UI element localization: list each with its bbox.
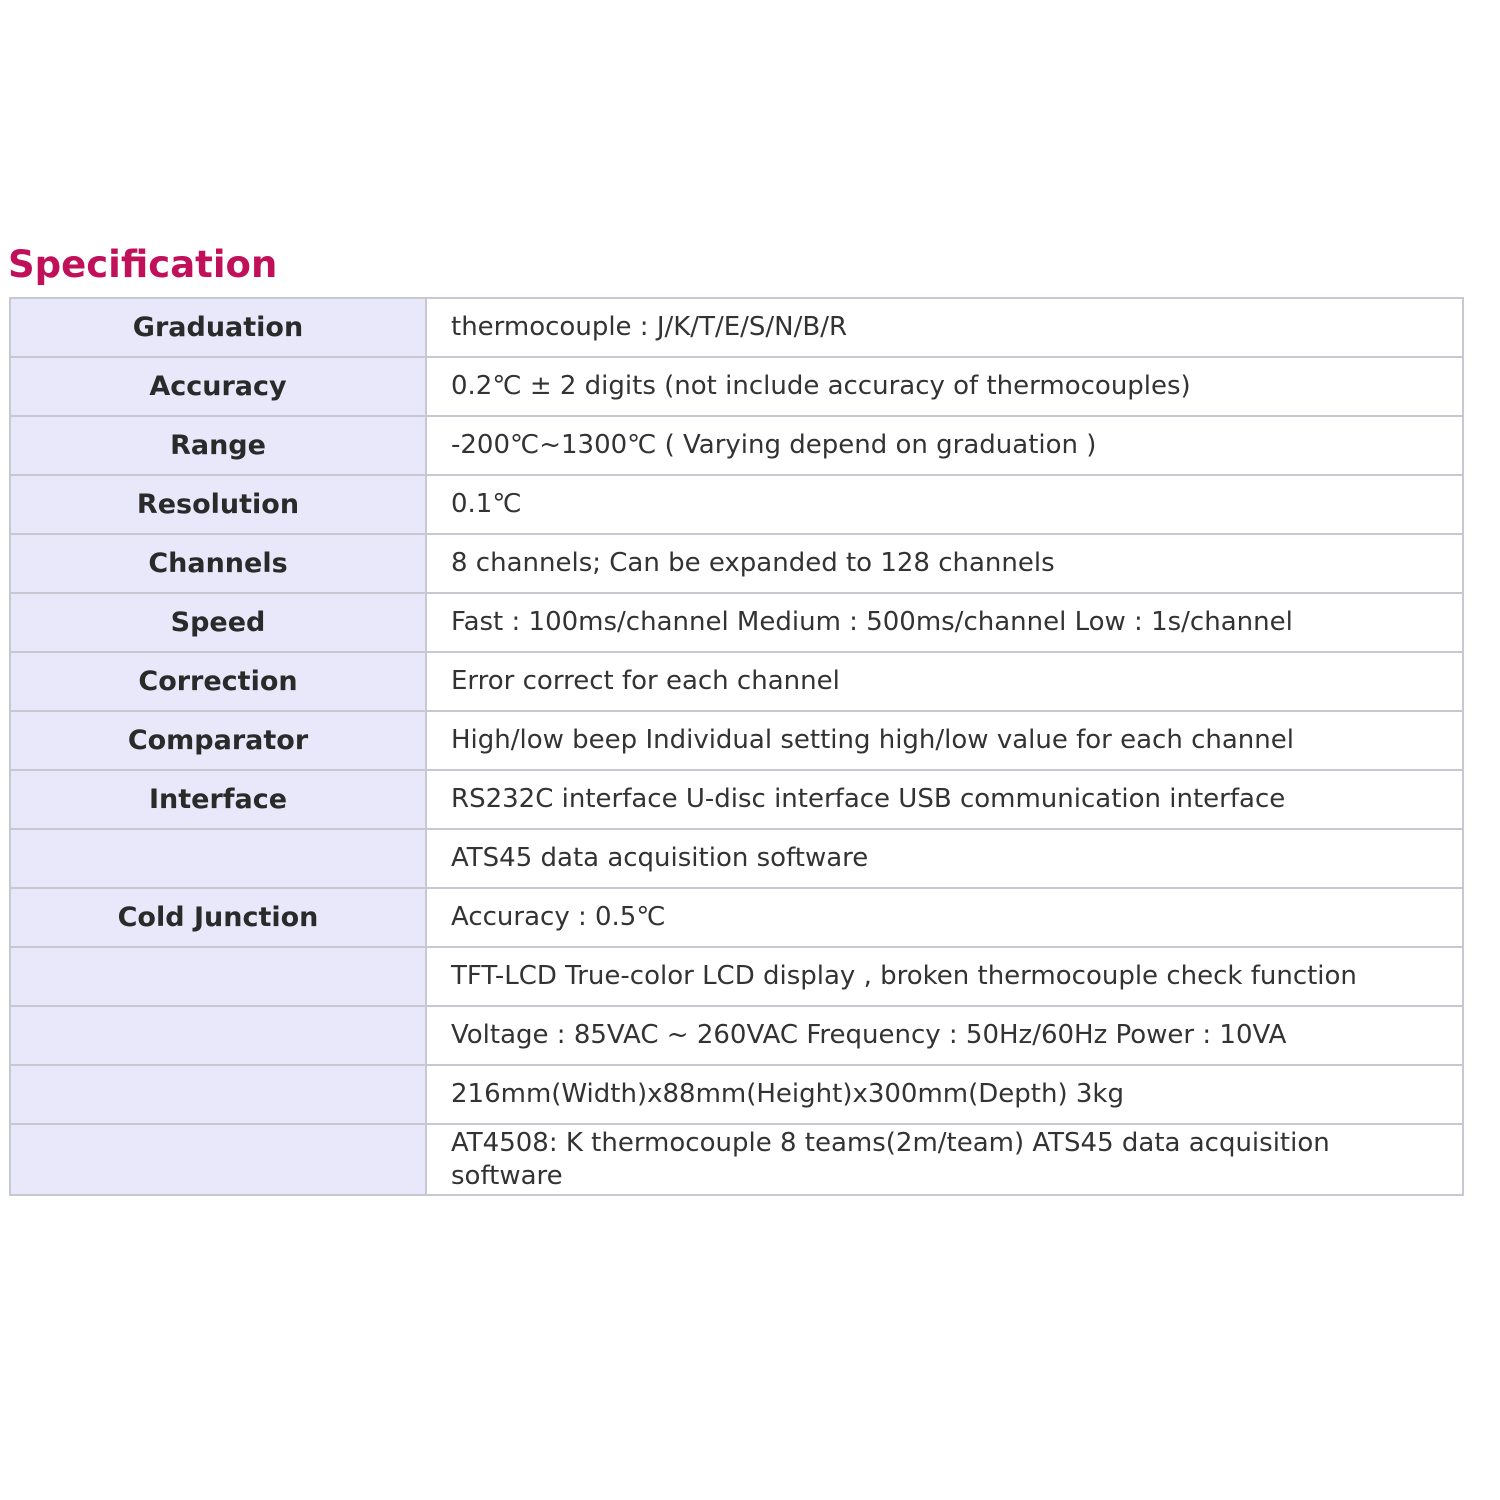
spec-label: Comparator [10,711,426,770]
spec-value: -200℃~1300℃ ( Varying depend on graduation ) [426,416,1463,475]
spec-label [10,1065,426,1124]
table-row [10,534,1463,593]
table-row [10,1006,1463,1065]
table-row [10,711,1463,770]
spec-label: Resolution [10,475,426,534]
spec-label: Accuracy [10,357,426,416]
table-row [10,475,1463,534]
table-row [10,829,1463,888]
spec-label: Cold Junction [10,888,426,947]
spec-value: Fast : 100ms/channel Medium : 500ms/channel Low : 1s/channel [426,593,1463,652]
table-row [10,888,1463,947]
spec-value: RS232C interface U-disc interface USB communication interface [426,770,1463,829]
spec-value: Error correct for each channel [426,652,1463,711]
spec-value: 0.2℃ ± 2 digits (not include accuracy of thermocouples) [426,357,1463,416]
spec-label: Channels [10,534,426,593]
table-row [10,652,1463,711]
spec-value: 8 channels; Can be expanded to 128 channels [426,534,1463,593]
table-row [10,357,1463,416]
spec-value: 216mm(Width)x88mm(Height)x300mm(Depth) 3kg [426,1065,1463,1124]
spec-label: Correction [10,652,426,711]
spec-label [10,1006,426,1065]
spec-value: Voltage : 85VAC ~ 260VAC Frequency : 50Hz/60Hz Power : 10VA [426,1006,1463,1065]
spec-value: Accuracy : 0.5℃ [426,888,1463,947]
table-row [10,947,1463,1006]
specification-table [9,297,1464,1196]
spec-label: Graduation [10,298,426,357]
spec-value: AT4508: K thermocouple 8 teams(2m/team) ATS45 data acquisition software [426,1124,1463,1195]
page-title: Specification [8,243,278,286]
spec-label: Speed [10,593,426,652]
table-row [10,1124,1463,1195]
table-row [10,593,1463,652]
spec-label [10,947,426,1006]
table-row [10,1065,1463,1124]
spec-label [10,1124,426,1195]
table-row [10,416,1463,475]
spec-label [10,829,426,888]
spec-value: ATS45 data acquisition software [426,829,1463,888]
spec-value: High/low beep Individual setting high/low value for each channel [426,711,1463,770]
spec-value: TFT-LCD True-color LCD display , broken thermocouple check function [426,947,1463,1006]
spec-label: Interface [10,770,426,829]
spec-value: thermocouple : J/K/T/E/S/N/B/R [426,298,1463,357]
spec-value: 0.1℃ [426,475,1463,534]
spec-label: Range [10,416,426,475]
table-row [10,298,1463,357]
table-row [10,770,1463,829]
